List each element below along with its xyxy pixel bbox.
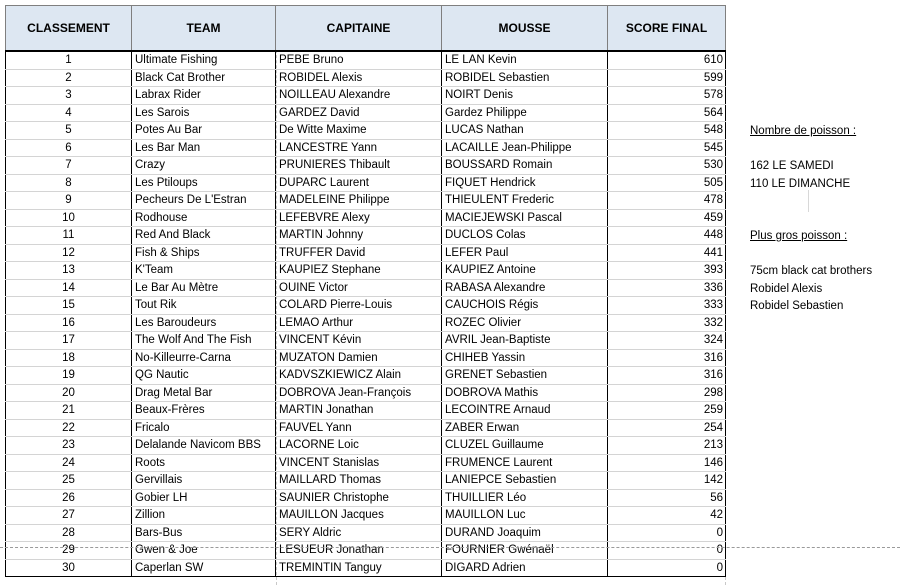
table-row xyxy=(6,524,726,542)
table-row xyxy=(6,244,726,262)
rank-cell: 26 xyxy=(6,489,132,507)
mousse-cell: MAUILLON Luc xyxy=(442,507,608,525)
captain-cell: LACORNE Loic xyxy=(276,437,442,455)
table-row xyxy=(6,157,726,175)
captain-cell: MAUILLON Jacques xyxy=(276,507,442,525)
captain-cell: PEBE Bruno xyxy=(276,51,442,69)
table-row xyxy=(6,489,726,507)
mousse-cell: Gardez Philippe xyxy=(442,104,608,122)
table-row xyxy=(6,332,726,350)
table-row xyxy=(6,209,726,227)
captain-cell: MARTIN Jonathan xyxy=(276,402,442,420)
mousse-cell: DIGARD Adrien xyxy=(442,559,608,577)
mousse-cell: LEFER Paul xyxy=(442,244,608,262)
table-row xyxy=(6,542,726,560)
fish-count-sunday: 110 LE DIMANCHE xyxy=(750,177,851,190)
team-cell: Potes Au Bar xyxy=(132,122,276,140)
captain-cell: LANCESTRE Yann xyxy=(276,139,442,157)
score-cell: 478 xyxy=(608,192,726,210)
rank-cell: 11 xyxy=(6,227,132,245)
score-cell: 459 xyxy=(608,209,726,227)
score-cell: 324 xyxy=(608,332,726,350)
team-cell: Rodhouse xyxy=(132,209,276,227)
mousse-cell: KAUPIEZ Antoine xyxy=(442,262,608,280)
table-row xyxy=(6,454,726,472)
rank-cell: 23 xyxy=(6,437,132,455)
biggest-fish-line-3: Robidel Sebastien xyxy=(750,300,844,312)
score-cell: 545 xyxy=(608,139,726,157)
mousse-cell: LECOINTRE Arnaud xyxy=(442,402,608,420)
mousse-cell: MACIEJEWSKI Pascal xyxy=(442,209,608,227)
score-cell: 56 xyxy=(608,489,726,507)
captain-cell: KADVSZKIEWICZ Alain xyxy=(276,367,442,385)
mousse-cell: THUILLIER Léo xyxy=(442,489,608,507)
header-capitaine: CAPITAINE xyxy=(276,6,442,52)
table-row xyxy=(6,174,726,192)
score-cell: 530 xyxy=(608,157,726,175)
team-cell: The Wolf And The Fish xyxy=(132,332,276,350)
mousse-cell: LUCAS Nathan xyxy=(442,122,608,140)
rank-cell: 2 xyxy=(6,69,132,87)
rank-cell: 22 xyxy=(6,419,132,437)
mousse-cell: DUCLOS Colas xyxy=(442,227,608,245)
mousse-cell: LE LAN Kevin xyxy=(442,51,608,69)
team-cell: Labrax Rider xyxy=(132,87,276,105)
mousse-cell: RABASA Alexandre xyxy=(442,279,608,297)
rank-cell: 12 xyxy=(6,244,132,262)
table-row xyxy=(6,367,726,385)
score-cell: 599 xyxy=(608,69,726,87)
mousse-cell: ZABER Erwan xyxy=(442,419,608,437)
score-cell: 213 xyxy=(608,437,726,455)
table-row xyxy=(6,122,726,140)
biggest-fish-line-2: Robidel Alexis xyxy=(750,282,823,295)
mousse-cell: GRENET Sebastien xyxy=(442,367,608,385)
score-cell: 610 xyxy=(608,51,726,69)
score-cell: 548 xyxy=(608,122,726,140)
captain-cell: MADELEINE Philippe xyxy=(276,192,442,210)
captain-cell: COLARD Pierre-Louis xyxy=(276,297,442,315)
rank-cell: 29 xyxy=(6,542,132,560)
team-cell: No-Killeurre-Carna xyxy=(132,349,276,367)
captain-cell: DOBROVA Jean-François xyxy=(276,384,442,402)
captain-cell: LEFEBVRE Alexy xyxy=(276,209,442,227)
team-cell: Black Cat Brother xyxy=(132,69,276,87)
biggest-fish-line-1: 75cm black cat brothers xyxy=(750,265,873,277)
table-row xyxy=(6,104,726,122)
mousse-cell: ROBIDEL Sebastien xyxy=(442,69,608,87)
table-row xyxy=(6,402,726,420)
captain-cell: KAUPIEZ Stephane xyxy=(276,262,442,280)
rank-cell: 6 xyxy=(6,139,132,157)
team-cell: Zillion xyxy=(132,507,276,525)
score-cell: 298 xyxy=(608,384,726,402)
mousse-cell: THIEULENT Frederic xyxy=(442,192,608,210)
table-row xyxy=(6,297,726,315)
score-cell: 578 xyxy=(608,87,726,105)
team-cell: Tout Rik xyxy=(132,297,276,315)
team-cell: Les Sarois xyxy=(132,104,276,122)
score-cell: 146 xyxy=(608,454,726,472)
captain-cell: OUINE Victor xyxy=(276,279,442,297)
score-cell: 0 xyxy=(608,524,726,542)
team-cell: Roots xyxy=(132,454,276,472)
rank-cell: 14 xyxy=(6,279,132,297)
results-table xyxy=(5,5,726,577)
team-cell: QG Nautic xyxy=(132,367,276,385)
fish-count-saturday: 162 LE SAMEDI xyxy=(750,160,834,172)
mousse-cell: DOBROVA Mathis xyxy=(442,384,608,402)
team-cell: Fish & Ships xyxy=(132,244,276,262)
team-cell: Delalande Navicom BBS xyxy=(132,437,276,455)
score-cell: 259 xyxy=(608,402,726,420)
mousse-cell: DURAND Joaquim xyxy=(442,524,608,542)
table-row xyxy=(6,559,726,577)
team-cell: Gobier LH xyxy=(132,489,276,507)
table-row xyxy=(6,87,726,105)
rank-cell: 20 xyxy=(6,384,132,402)
rank-cell: 3 xyxy=(6,87,132,105)
team-cell: Caperlan SW xyxy=(132,559,276,577)
biggest-fish-title: Plus gros poisson : xyxy=(750,230,848,242)
score-cell: 336 xyxy=(608,279,726,297)
mousse-cell: CLUZEL Guillaume xyxy=(442,437,608,455)
score-cell: 0 xyxy=(608,542,726,560)
rank-cell: 9 xyxy=(6,192,132,210)
rank-cell: 16 xyxy=(6,314,132,332)
rank-cell: 28 xyxy=(6,524,132,542)
score-cell: 316 xyxy=(608,349,726,367)
table-row xyxy=(6,262,726,280)
captain-cell: VINCENT Kévin xyxy=(276,332,442,350)
score-cell: 448 xyxy=(608,227,726,245)
score-cell: 0 xyxy=(608,559,726,577)
captain-cell: TREMINTIN Tanguy xyxy=(276,559,442,577)
table-row xyxy=(6,51,726,69)
team-cell: Crazy xyxy=(132,157,276,175)
mousse-cell: LACAILLE Jean-Philippe xyxy=(442,139,608,157)
score-cell: 564 xyxy=(608,104,726,122)
table-row xyxy=(6,192,726,210)
table-row xyxy=(6,437,726,455)
rank-cell: 18 xyxy=(6,349,132,367)
table-row xyxy=(6,507,726,525)
team-cell: Les Bar Man xyxy=(132,139,276,157)
team-cell: Bars-Bus xyxy=(132,524,276,542)
mousse-cell: CHIHEB Yassin xyxy=(442,349,608,367)
rank-cell: 5 xyxy=(6,122,132,140)
captain-cell: MUZATON Damien xyxy=(276,349,442,367)
captain-cell: MAILLARD Thomas xyxy=(276,472,442,490)
mousse-cell: BOUSSARD Romain xyxy=(442,157,608,175)
captain-cell: SERY Aldric xyxy=(276,524,442,542)
team-cell: Les Baroudeurs xyxy=(132,314,276,332)
results-table-body xyxy=(6,51,726,577)
score-cell: 441 xyxy=(608,244,726,262)
team-cell: Beaux-Frères xyxy=(132,402,276,420)
team-cell: Fricalo xyxy=(132,419,276,437)
team-cell: Gervillais xyxy=(132,472,276,490)
table-row xyxy=(6,419,726,437)
rank-cell: 25 xyxy=(6,472,132,490)
score-cell: 42 xyxy=(608,507,726,525)
rank-cell: 4 xyxy=(6,104,132,122)
rank-cell: 17 xyxy=(6,332,132,350)
table-row xyxy=(6,349,726,367)
header-mousse: MOUSSE xyxy=(442,6,608,52)
captain-cell: VINCENT Stanislas xyxy=(276,454,442,472)
score-cell: 333 xyxy=(608,297,726,315)
rank-cell: 19 xyxy=(6,367,132,385)
rank-cell: 21 xyxy=(6,402,132,420)
team-cell: Drag Metal Bar xyxy=(132,384,276,402)
header-team: TEAM xyxy=(132,6,276,52)
cell-border-fragment xyxy=(808,190,809,212)
table-row xyxy=(6,314,726,332)
captain-cell: ROBIDEL Alexis xyxy=(276,69,442,87)
team-cell: Red And Black xyxy=(132,227,276,245)
rank-cell: 24 xyxy=(6,454,132,472)
captain-cell: SAUNIER Christophe xyxy=(276,489,442,507)
captain-cell: De Witte Maxime xyxy=(276,122,442,140)
captain-cell: LESUEUR Jonathan xyxy=(276,542,442,560)
header-row xyxy=(6,6,726,52)
mousse-cell: FIQUET Hendrick xyxy=(442,174,608,192)
fish-count-title: Nombre de poisson : xyxy=(750,125,857,137)
rank-cell: 15 xyxy=(6,297,132,315)
team-cell: Gwen & Joe xyxy=(132,542,276,560)
table-row xyxy=(6,279,726,297)
team-cell: Pecheurs De L'Estran xyxy=(132,192,276,210)
captain-cell: LEMAO Arthur xyxy=(276,314,442,332)
team-cell: Ultimate Fishing xyxy=(132,51,276,69)
rank-cell: 30 xyxy=(6,559,132,577)
rank-cell: 1 xyxy=(6,51,132,69)
captain-cell: GARDEZ David xyxy=(276,104,442,122)
captain-cell: FAUVEL Yann xyxy=(276,419,442,437)
rank-cell: 13 xyxy=(6,262,132,280)
captain-cell: PRUNIERES Thibault xyxy=(276,157,442,175)
team-cell: K'Team xyxy=(132,262,276,280)
mousse-cell: FOURNIER Gwénaël xyxy=(442,542,608,560)
page-break-horizontal xyxy=(0,547,900,548)
captain-cell: DUPARC Laurent xyxy=(276,174,442,192)
header-score-final: SCORE FINAL xyxy=(608,6,726,52)
score-cell: 142 xyxy=(608,472,726,490)
table-row xyxy=(6,384,726,402)
table-row xyxy=(6,69,726,87)
score-cell: 505 xyxy=(608,174,726,192)
mousse-cell: NOIRT Denis xyxy=(442,87,608,105)
mousse-cell: CAUCHOIS Régis xyxy=(442,297,608,315)
mousse-cell: AVRIL Jean-Baptiste xyxy=(442,332,608,350)
header-classement: CLASSEMENT xyxy=(6,6,132,52)
mousse-cell: FRUMENCE Laurent xyxy=(442,454,608,472)
score-cell: 316 xyxy=(608,367,726,385)
score-cell: 393 xyxy=(608,262,726,280)
rank-cell: 10 xyxy=(6,209,132,227)
score-cell: 332 xyxy=(608,314,726,332)
captain-cell: TRUFFER David xyxy=(276,244,442,262)
table-row xyxy=(6,227,726,245)
team-cell: Les Ptiloups xyxy=(132,174,276,192)
rank-cell: 8 xyxy=(6,174,132,192)
table-row xyxy=(6,472,726,490)
rank-cell: 27 xyxy=(6,507,132,525)
captain-cell: NOILLEAU Alexandre xyxy=(276,87,442,105)
mousse-cell: LANIEPCE Sebastien xyxy=(442,472,608,490)
table-row xyxy=(6,139,726,157)
score-cell: 254 xyxy=(608,419,726,437)
mousse-cell: ROZEC Olivier xyxy=(442,314,608,332)
team-cell: Le Bar Au Mètre xyxy=(132,279,276,297)
captain-cell: MARTIN Johnny xyxy=(276,227,442,245)
rank-cell: 7 xyxy=(6,157,132,175)
